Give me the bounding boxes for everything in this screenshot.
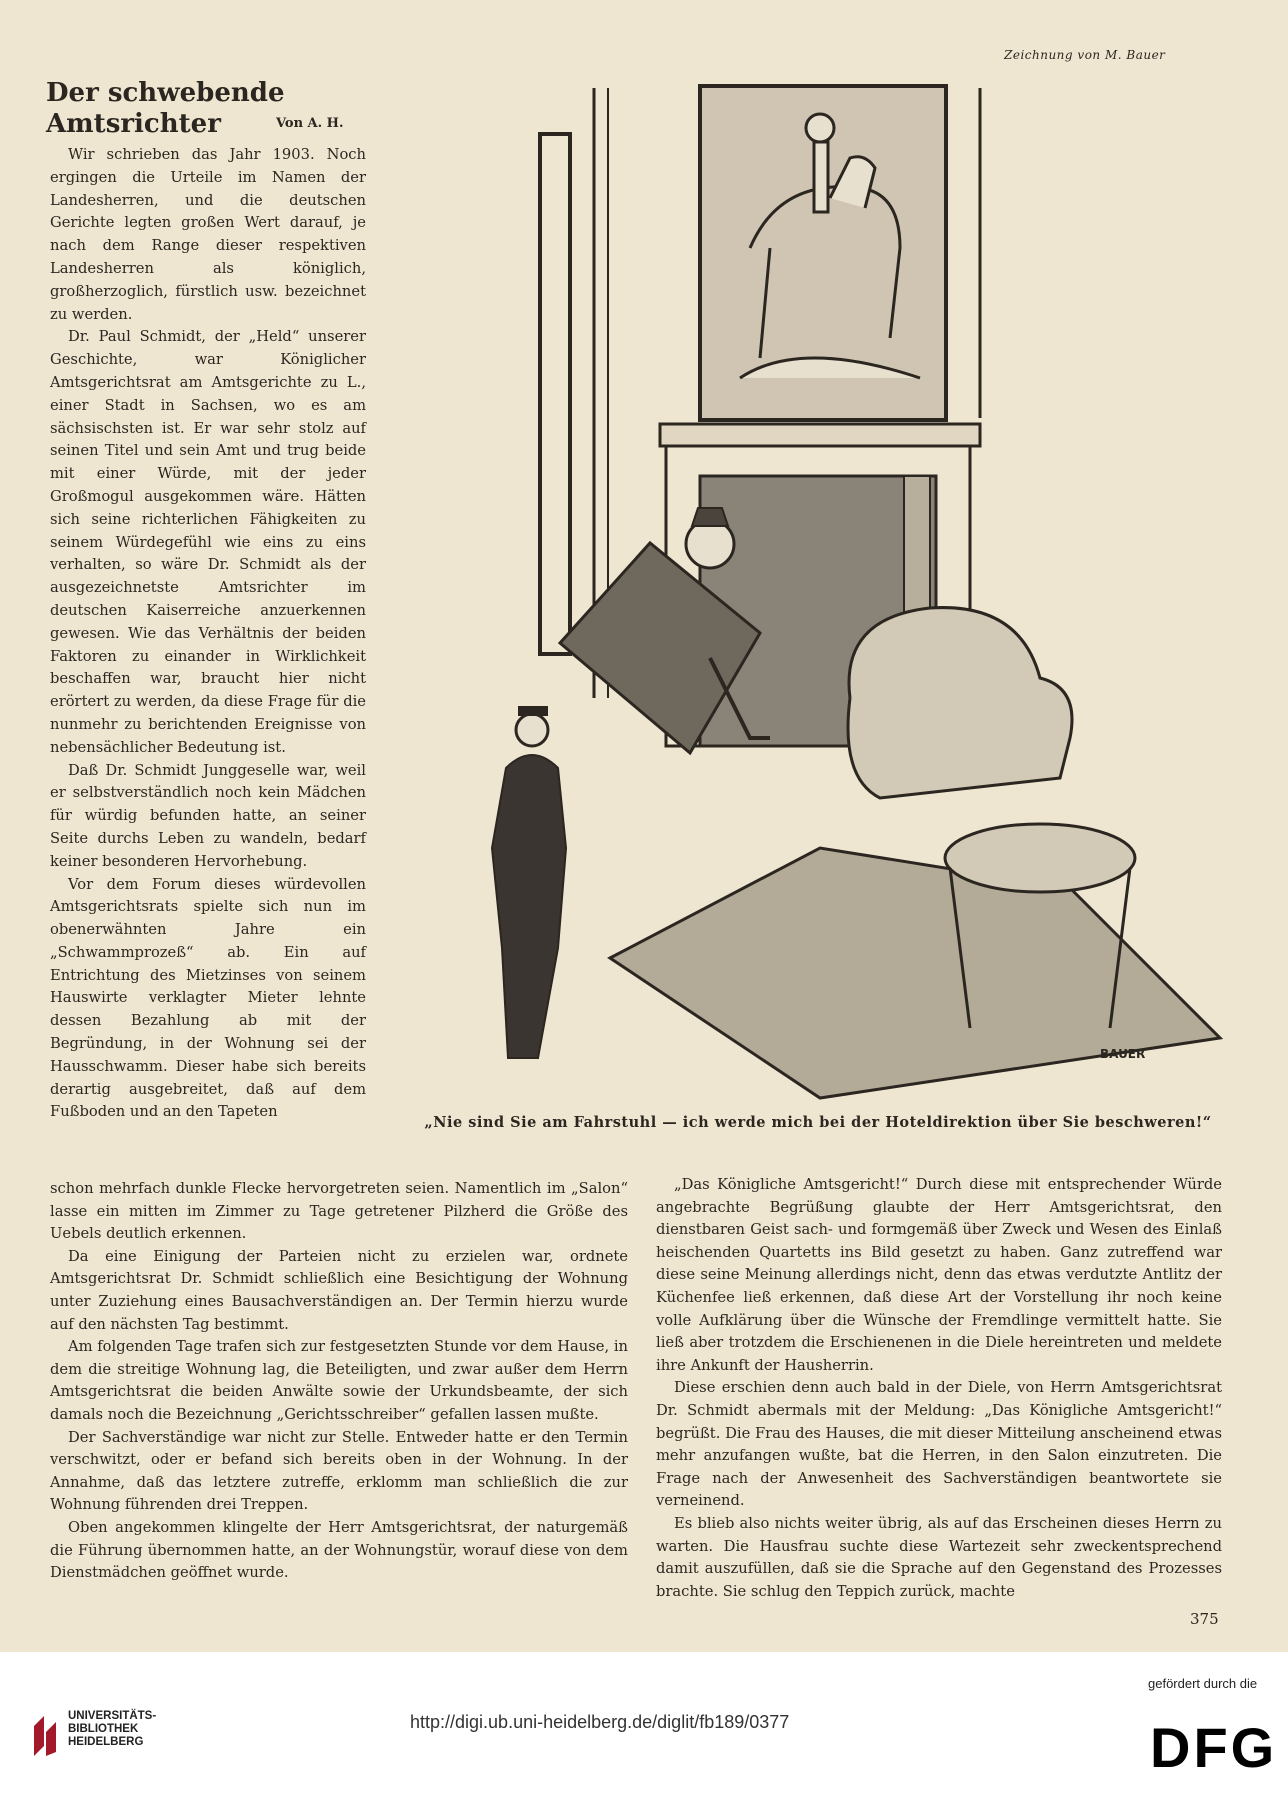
- page-number: 375: [1190, 1610, 1219, 1628]
- text-column-3: [656, 1174, 1222, 1603]
- paragraph: Da eine Einigung der Parteien nicht zu erzielen war, ordnete Amtsgerichtsrat Dr. Schmidt schließlich eine Besichtigung der Wohnung unter Zuziehung eines Bausachverständigen an. Der Termin hierzu wurde auf den nächsten Tag bestimmt.: [50, 1247, 628, 1333]
- viewer-footer: [0, 1652, 1288, 1804]
- permalink[interactable]: http://digi.ub.uni-heidelberg.de/diglit/fb189/0377: [410, 1712, 790, 1732]
- byline: Von A. H.: [276, 116, 344, 131]
- artist-signature: BAUER: [1100, 1047, 1146, 1061]
- armchair: [848, 608, 1072, 798]
- dfg-logo[interactable]: DFG: [1150, 1716, 1278, 1779]
- bellboy: [516, 714, 548, 746]
- paragraph: Diese erschien denn auch bald in der Diele, von Herrn Amtsgerichtsrat Dr. Schmidt abermals mit der Meldung: „Das Königliche Amtsgericht!“ begrüßt. Die Frau des Hauses, die mit dieser Mitteilung anscheinend etwas mehr anzufangen wußte, bat die Herren, in den Salon einzutreten. Die Frage nach der Anwesenheit des Sachverständigen beantwortete sie verneinend.: [656, 1379, 1222, 1510]
- library-name-line: BIBLIOTHEK: [68, 1723, 139, 1735]
- paragraph: Dr. Paul Schmidt, der „Held“ unserer Geschichte, war Königlicher Amtsgerichtsrat am Amtsgerichte zu L., einer Stadt in Sachsen, wo es am sächsischsten ist. Er war sehr stolz auf seinen Titel und sein Amt und trug beide mit einer Würde, mit der jeder Großmogul ausgekommen wäre. Hätten sich seine richterlichen Fähigkeiten zu seinem Würdegefühl wie eins zu eins verhalten, so wäre Dr. Schmidt als der ausgezeichnetste Amtsrichter im deutschen Kaiserreiche anzuerkennen gewesen. Wie das Verhältnis der beiden Faktoren zu einander in Wirklichkeit beschaffen war, braucht hier nicht erörtert zu werden, da diese Frage für die nunmehr zu berichtenden Ereignisse von nebensächlicher Bedeutung ist.: [50, 328, 366, 756]
- paragraph: Daß Dr. Schmidt Junggeselle war, weil er selbstverständlich noch kein Mädchen für würdig befunden hatte, an seiner Seite durchs Leben zu wandeln, bedarf keiner besonderen Hervorhebung.: [50, 761, 366, 870]
- library-name: [68, 1710, 156, 1749]
- paragraph: Am folgenden Tage trafen sich zur festgesetzten Stunde vor dem Hause, in dem die streitige Wohnung lag, die Beteiligten, und zwar außer dem Herrn Amtsgerichtsrat die beiden Anwälte sowie der Urkundsbeamte, der sich damals noch die Bezeichnung „Gerichtsschreiber“ gefallen lassen mußte.: [50, 1338, 628, 1423]
- article-title: [46, 78, 284, 140]
- illustration-caption: „Nie sind Sie am Fahrstuhl — ich werde mich bei der Hoteldirektion über Sie beschweren!“: [424, 1114, 1212, 1131]
- illustration: [410, 78, 1234, 1100]
- wall-frame: [540, 134, 570, 654]
- paragraph: „Das Königliche Amtsgericht!“ Durch diese mit entsprechender Würde angebrachte Begrüßung glaubte der Herr Amtsgerichtsrat, den dienstbaren Geist sach- und formgemäß über Zweck und Wesen des Einlaß heischenden Quartetts ins Bild gesetzt zu haben. Ganz zutreffend war diese seine Meinung allerdings nicht, denn das etwas verdutzte Antlitz der Küchenfee ließ erkennen, daß diese Art der Vorstellung ihr noch keine volle Aufklärung über die Wünsche der Fremdlinge vermittelt hatte. Sie ließ aber trotzdem die Erschienenen in die Diele hereintreten und meldete ihre Ankunft der Hausherrin.: [656, 1176, 1222, 1374]
- title-line-1: Der schwebende: [46, 78, 285, 108]
- text-column-1: [50, 144, 366, 1124]
- university-library-logo-icon[interactable]: [30, 1712, 62, 1758]
- paragraph: Oben angekommen klingelte der Herr Amtsgerichtsrat, der naturgemäß die Führung übernommen hatte, an der Wohnungstür, worauf diese von dem Dienstmädchen geöffnet wurde.: [50, 1518, 628, 1582]
- stool: [945, 824, 1135, 892]
- title-line-2: Amtsrichter: [46, 109, 221, 139]
- paragraph: Wir schrieben das Jahr 1903. Noch ergingen die Urteile im Namen der Landesherren, und die deutschen Gerichte legten großen Wert darauf, je nach dem Range dieser respektiven Landesherren als königlich, großherzoglich, fürstlich usw. bezeichnet zu werden.: [50, 146, 366, 323]
- funding-note: gefördert durch die: [1148, 1676, 1258, 1691]
- mantelpiece: [660, 424, 980, 446]
- illustration-credit: Zeichnung von M. Bauer: [1004, 48, 1166, 62]
- library-name-line: UNIVERSITÄTS-: [68, 1710, 157, 1722]
- paragraph: schon mehrfach dunkle Flecke hervorgetreten seien. Namentlich im „Salon“ lasse ein mitten im Zimmer zu Tage getretener Pilzherd die Größe des Uebels deutlich erkennen.: [50, 1180, 628, 1243]
- paragraph: Der Sachverständige war nicht zur Stelle. Entweder hatte er den Termin verschwitzt, oder er befand sich bereits oben in der Wohnung. In der Annahme, daß das letztere zutreffe, erklomm man schließlich die zur Wohnung führenden drei Treppen.: [50, 1428, 628, 1514]
- library-name-line: HEIDELBERG: [68, 1736, 144, 1748]
- paragraph: Vor dem Forum dieses würdevollen Amtsgerichtsrats spielte sich nun im obenerwähnten Jahre ein „Schwammprozeß“ ab. Ein auf Entrichtung des Mietzinses von seinem Hauswirte verklagter Mieter lehnte dessen Bezahlung ab mit der Begründung, in der Wohnung sei der Hausschwamm. Dieser habe sich bereits derartig ausgebreitet, daß auf dem Fußboden und an den Tapeten: [50, 875, 366, 1121]
- paragraph: Es blieb also nichts weiter übrig, als auf das Erscheinen dieses Herrn zu warten. Die Hausfrau suchte diese Wartezeit sehr zweckentsprechend damit auszufüllen, daß sie die Sprache auf den Gegenstand des Prozesses brachte. Sie schlug den Teppich zurück, machte: [656, 1514, 1222, 1600]
- text-column-2: [50, 1178, 628, 1585]
